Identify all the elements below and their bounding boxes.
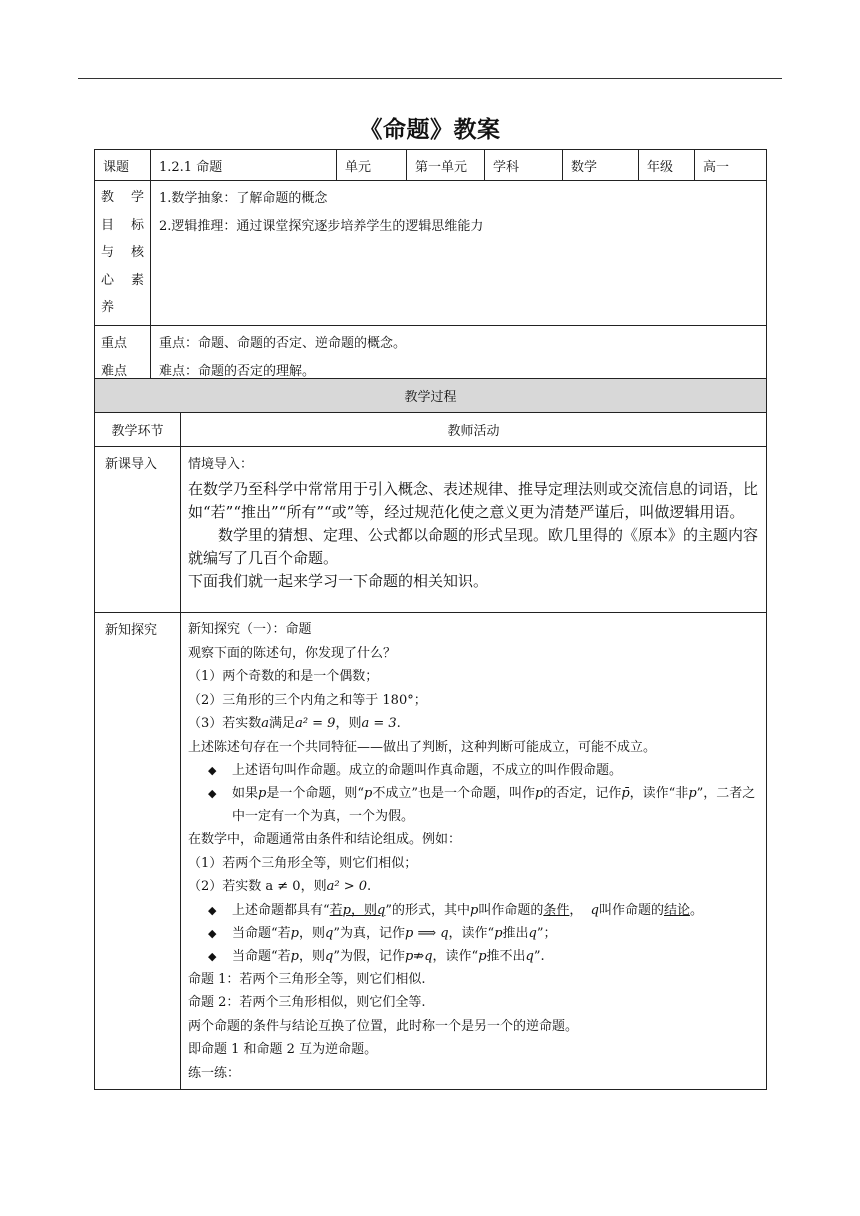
- goals-label: 教 学 目 标 与 核 心 素 养: [95, 181, 151, 326]
- course-value: 1.2.1 命题: [151, 150, 337, 181]
- proposition-1: 命题 1：若两个三角形全等，则它们相似.: [188, 971, 426, 987]
- process-header: 教学过程: [95, 379, 767, 413]
- bullet-item: ◆ 当命题“若p，则q”为真，记作p ⟹ q，读作“p推出q”；: [208, 922, 758, 945]
- explore-stage: 新知探究: [95, 613, 181, 1090]
- intro-paragraph: 数学里的猜想、定理、公式都以命题的形式呈现。欧几里得的《原本》的主题内容就编写了几百个命题。: [188, 526, 759, 567]
- explore-content: [181, 613, 767, 1090]
- stage-column-header: 教学环节: [95, 413, 181, 447]
- keypoints-label: 重点 难点: [95, 325, 151, 390]
- intro-stage: 新课导入: [95, 447, 181, 613]
- bullet-item: ◆ 上述语句叫作命题。成立的命题叫作真命题，不成立的叫作假命题。: [208, 759, 758, 782]
- subject-label: 学科: [485, 150, 563, 181]
- diamond-bullet-icon: ◆: [208, 764, 217, 777]
- intro-lead: 情境导入：: [188, 457, 254, 472]
- example-1: （1）若两个三角形全等，则它们相似；: [188, 855, 418, 871]
- bullet-item: ◆ 当命题“若p，则q”为假，记作p⇏q，读作“p推不出q”.: [208, 945, 758, 968]
- diamond-bullet-icon: ◆: [208, 949, 217, 963]
- bullet-item: ◆ 如果p是一个命题，则“p不成立”也是一个命题，叫作p的否定，记作p̄，读作“非p”，二者之中一定有一个为真，一个为假。: [208, 782, 758, 828]
- practice-heading: 练一练：: [188, 1065, 241, 1081]
- text-line: 上述陈述句存在一个共同特征——做出了判断，这种判断可能成立，可能不成立。: [188, 739, 657, 755]
- text-line: 即命题 1 和命题 2 互为逆命题。: [188, 1042, 378, 1057]
- goal-item: 2.逻辑推理：通过课堂探究逐步培养学生的逻辑思维能力: [159, 219, 484, 234]
- page-title: 《命题》教案: [359, 117, 501, 143]
- statement-3: （3）若实数a满足a² = 9，则a = 3.: [188, 716, 401, 731]
- goals-content: [151, 181, 767, 326]
- diamond-bullet-icon: ◆: [208, 787, 217, 800]
- course-label: 课题: [95, 150, 151, 181]
- course-info-table: [94, 149, 767, 181]
- unit-label: 单元: [337, 150, 407, 181]
- goal-item: 1.数学抽象：了解命题的概念: [159, 191, 328, 206]
- process-table: [94, 378, 767, 1090]
- section-heading: 新知探究（一）：命题: [188, 622, 312, 637]
- diamond-bullet-icon: ◆: [208, 926, 217, 940]
- example-2: （2）若实数 a ≠ 0，则a² > 0.: [188, 879, 372, 894]
- proposition-2: 命题 2：若两个三角形相似，则它们全等.: [188, 995, 426, 1010]
- intro-content: [181, 447, 767, 613]
- diamond-bullet-icon: ◆: [208, 903, 217, 917]
- intro-paragraph: 下面我们就一起来学习一下命题的相关知识。: [188, 572, 489, 590]
- subject-value: 数学: [563, 150, 639, 181]
- activity-column-header: 教师活动: [181, 413, 767, 447]
- intro-paragraph: 在数学乃至科学中常常用于引入概念、表述规律、推导定理法则或交流信息的词语，比如“若”“推出”“所有”“或”等，经过规范化使之意义更为清楚严谨后，叫做逻辑用语。: [188, 480, 759, 521]
- statement-1: （1）两个奇数的和是一个偶数；: [188, 669, 379, 684]
- text-line: 在数学中，命题通常由条件和结论组成。例如：: [188, 832, 462, 847]
- unit-value: 第一单元: [407, 150, 485, 181]
- text-line: 观察下面的陈述句，你发现了什么？: [188, 645, 397, 661]
- statement-2: （2）三角形的三个内角之和等于 180°；: [188, 692, 427, 708]
- key-point: 重点：命题、命题的否定、逆命题的概念。: [159, 335, 407, 351]
- header-rule: [78, 78, 782, 79]
- grade-value: 高一: [695, 150, 767, 181]
- goals-table: [94, 180, 767, 391]
- text-line: 两个命题的条件与结论互换了位置，此时称一个是另一个的逆命题。: [188, 1018, 579, 1034]
- grade-label: 年级: [639, 150, 695, 181]
- difficult-point: 难点：命题的否定的理解。: [159, 363, 316, 379]
- bullet-item: ◆ 上述命题都具有“若p，则q”的形式，其中p叫作命题的条件， q叫作命题的结论。: [208, 899, 758, 922]
